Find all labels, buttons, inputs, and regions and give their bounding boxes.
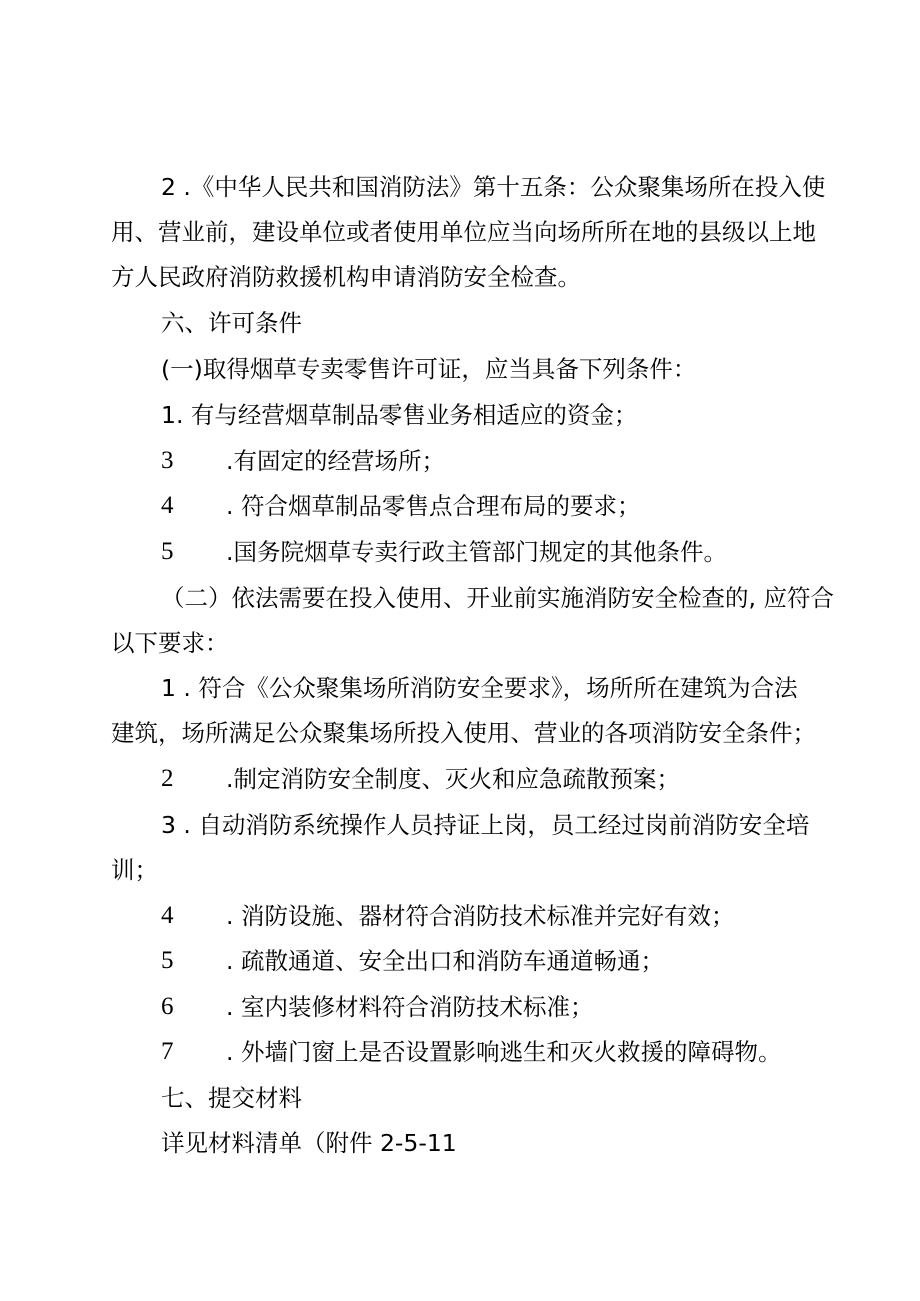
fire-requirement-1-line-2: 建筑，场所满足公众聚集场所投入使用、营业的各项消防安全条件；	[111, 719, 816, 747]
tobacco-condition-5-number: 5	[161, 538, 174, 565]
law-citation-line-3: 方人民政府消防救援机构申请消防安全检查。	[111, 263, 581, 291]
fire-requirement-5-number: 5	[161, 947, 174, 974]
tobacco-condition-3-number: 3	[161, 447, 174, 474]
tobacco-condition-3-text: .有固定的经营场所；	[226, 447, 445, 475]
fire-requirement-6-number: 6	[161, 993, 174, 1020]
tobacco-condition-5-text: .国务院烟草专卖行政主管部门规定的其他条件。	[226, 538, 727, 566]
fire-requirement-1-line-1: 1 . 符合《公众聚集场所消防安全要求》，场所所在建筑为合法	[161, 674, 798, 702]
fire-requirement-7-number: 7	[161, 1038, 174, 1065]
tobacco-condition-4-number: 4	[161, 492, 174, 519]
subsection-tobacco-license: (一)取得烟草专卖零售许可证，应当具备下列条件：	[161, 355, 697, 383]
section-heading-permit-conditions: 六、许可条件	[161, 309, 302, 337]
tobacco-condition-4-text: . 符合烟草制品零售点合理布局的要求；	[226, 492, 641, 520]
law-citation-line-1: 2 .《中华人民共和国消防法》第十五条：公众聚集场所在投入使	[161, 173, 826, 201]
section-heading-submit-materials: 七、提交材料	[161, 1084, 302, 1112]
fire-requirement-7-text: . 外墙门窗上是否设置影响逃生和灭火救援的障碍物。	[226, 1038, 782, 1066]
fire-requirement-2-number: 2	[161, 765, 174, 792]
tobacco-condition-1: 1. 有与经营烟草制品零售业务相适应的资金；	[161, 401, 638, 429]
fire-requirement-5-text: . 疏散通道、安全出口和消防车通道畅通；	[226, 947, 664, 975]
fire-requirement-6-text: . 室内装修材料符合消防技术标准；	[226, 993, 594, 1021]
fire-requirement-2-text: .制定消防安全制度、灭火和应急疏散预案；	[226, 765, 680, 793]
subsection-fire-inspection-line-2: 以下要求：	[111, 629, 229, 657]
materials-reference: 详见材料清单（附件 2-5-11	[161, 1129, 457, 1157]
fire-requirement-3-line-1: 3 . 自动消防系统操作人员持证上岗，员工经过岗前消防安全培	[161, 811, 810, 839]
fire-requirement-3-line-2: 训；	[111, 856, 158, 884]
subsection-fire-inspection-line-1: （二）依法需要在投入使用、开业前实施消防安全检查的, 应符合	[161, 584, 834, 612]
fire-requirement-4-text: . 消防设施、器材符合消防技术标准并完好有效；	[226, 902, 735, 930]
fire-requirement-4-number: 4	[161, 902, 174, 929]
law-citation-line-2: 用、营业前，建设单位或者使用单位应当向场所所在地的县级以上地	[111, 218, 816, 246]
